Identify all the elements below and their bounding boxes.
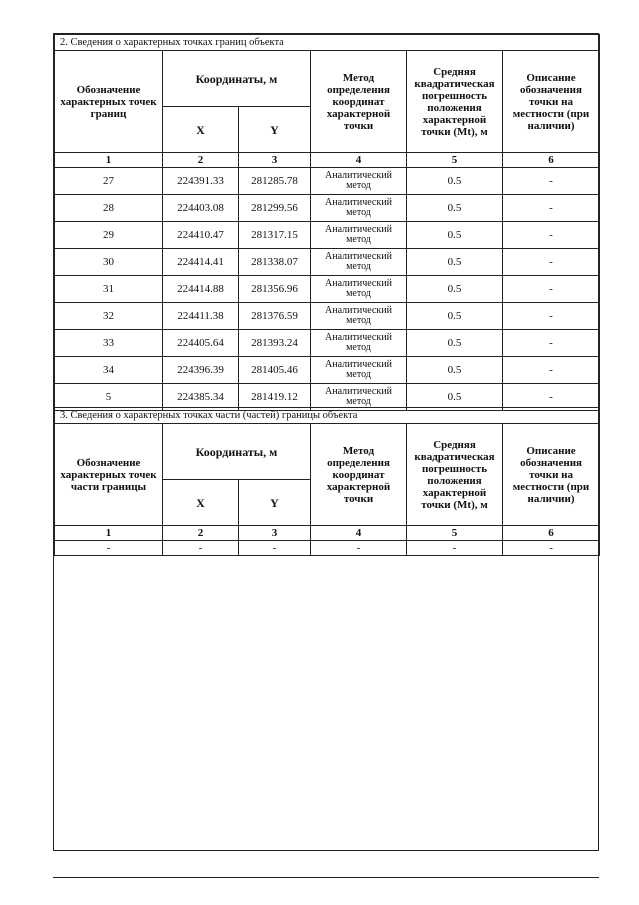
point-number: 27 xyxy=(55,168,163,195)
method: Аналитический метод xyxy=(311,222,407,249)
mean-error: 0.5 xyxy=(407,168,503,195)
description: - xyxy=(503,249,600,276)
header-coordinates: Координаты, м xyxy=(163,51,311,107)
col-number: 2 xyxy=(163,153,239,168)
mean-error: 0.5 xyxy=(407,276,503,303)
header-x: X xyxy=(163,107,239,153)
col-number: 1 xyxy=(55,153,163,168)
description: - xyxy=(503,303,600,330)
mean-error: 0.5 xyxy=(407,303,503,330)
column-numbers-row xyxy=(55,153,600,168)
header-designation: Обозначение характерных точек границ xyxy=(55,51,163,153)
coord-x: 224411.38 xyxy=(163,303,239,330)
point-number: 31 xyxy=(55,276,163,303)
coord-x: 224385.34 xyxy=(163,384,239,411)
method: Аналитический метод xyxy=(311,303,407,330)
boundary-points-table xyxy=(54,34,600,411)
coord-y: 281405.46 xyxy=(239,357,311,384)
table-row xyxy=(55,330,600,357)
section-2-title: 2. Сведения о характерных точках границ объекта xyxy=(55,35,600,51)
coord-y: 281393.24 xyxy=(239,330,311,357)
document-frame xyxy=(53,33,599,851)
coord-y: - xyxy=(239,541,311,556)
coord-x: 224396.39 xyxy=(163,357,239,384)
table-row xyxy=(55,195,600,222)
header-error: Средняя квадратическая погрешность положения характерной точки (Mt), м xyxy=(407,51,503,153)
header-description: Описание обозначения точки на местности (при наличии) xyxy=(503,51,600,153)
description: - xyxy=(503,384,600,411)
mean-error: 0.5 xyxy=(407,384,503,411)
col-number: 5 xyxy=(407,526,503,541)
table-row xyxy=(55,222,600,249)
col-number: 1 xyxy=(55,526,163,541)
coord-x: 224403.08 xyxy=(163,195,239,222)
section-3-title: 3. Сведения о характерных точках части (частей) границы объекта xyxy=(55,408,600,424)
coord-x: 224414.41 xyxy=(163,249,239,276)
point-number: 32 xyxy=(55,303,163,330)
coord-x: 224405.64 xyxy=(163,330,239,357)
point-number: 33 xyxy=(55,330,163,357)
method: Аналитический метод xyxy=(311,330,407,357)
header-coordinates: Координаты, м xyxy=(163,424,311,480)
col-number: 4 xyxy=(311,526,407,541)
header-y: Y xyxy=(239,480,311,526)
coord-y: 281376.59 xyxy=(239,303,311,330)
header-designation: Обозначение характерных точек части границы xyxy=(55,424,163,526)
coord-x: 224391.33 xyxy=(163,168,239,195)
coord-x: 224410.47 xyxy=(163,222,239,249)
description: - xyxy=(503,222,600,249)
description: - xyxy=(503,357,600,384)
point-number: 28 xyxy=(55,195,163,222)
table-row xyxy=(55,276,600,303)
col-number: 5 xyxy=(407,153,503,168)
description: - xyxy=(503,541,600,556)
footer-rule xyxy=(53,877,599,878)
mean-error: - xyxy=(407,541,503,556)
boundary-part-points-table xyxy=(54,407,600,556)
method: Аналитический метод xyxy=(311,168,407,195)
header-description: Описание обозначения точки на местности (при наличии) xyxy=(503,424,600,526)
coord-y: 281419.12 xyxy=(239,384,311,411)
table-row xyxy=(55,168,600,195)
mean-error: 0.5 xyxy=(407,357,503,384)
column-numbers-row xyxy=(55,526,600,541)
col-number: 2 xyxy=(163,526,239,541)
description: - xyxy=(503,195,600,222)
header-y: Y xyxy=(239,107,311,153)
col-number: 3 xyxy=(239,526,311,541)
coord-y: 281356.96 xyxy=(239,276,311,303)
mean-error: 0.5 xyxy=(407,222,503,249)
point-number: 29 xyxy=(55,222,163,249)
col-number: 3 xyxy=(239,153,311,168)
method: Аналитический метод xyxy=(311,249,407,276)
col-number: 6 xyxy=(503,526,600,541)
description: - xyxy=(503,330,600,357)
table-row xyxy=(55,541,600,556)
point-number: 5 xyxy=(55,384,163,411)
table-row xyxy=(55,357,600,384)
method: Аналитический метод xyxy=(311,195,407,222)
header-x: X xyxy=(163,480,239,526)
description: - xyxy=(503,276,600,303)
mean-error: 0.5 xyxy=(407,249,503,276)
table-row xyxy=(55,303,600,330)
coord-x: 224414.88 xyxy=(163,276,239,303)
method: Аналитический метод xyxy=(311,276,407,303)
point-number: 34 xyxy=(55,357,163,384)
coord-y: 281299.56 xyxy=(239,195,311,222)
coord-x: - xyxy=(163,541,239,556)
header-method: Метод определения координат характерной точки xyxy=(311,51,407,153)
header-error: Средняя квадратическая погрешность положения характерной точки (Mt), м xyxy=(407,424,503,526)
coord-y: 281338.07 xyxy=(239,249,311,276)
col-number: 4 xyxy=(311,153,407,168)
mean-error: 0.5 xyxy=(407,330,503,357)
point-number: - xyxy=(55,541,163,556)
coord-y: 281285.78 xyxy=(239,168,311,195)
method: Аналитический метод xyxy=(311,357,407,384)
method: Аналитический метод xyxy=(311,384,407,411)
col-number: 6 xyxy=(503,153,600,168)
table-row xyxy=(55,249,600,276)
header-method: Метод определения координат характерной точки xyxy=(311,424,407,526)
method: - xyxy=(311,541,407,556)
coord-y: 281317.15 xyxy=(239,222,311,249)
description: - xyxy=(503,168,600,195)
mean-error: 0.5 xyxy=(407,195,503,222)
point-number: 30 xyxy=(55,249,163,276)
